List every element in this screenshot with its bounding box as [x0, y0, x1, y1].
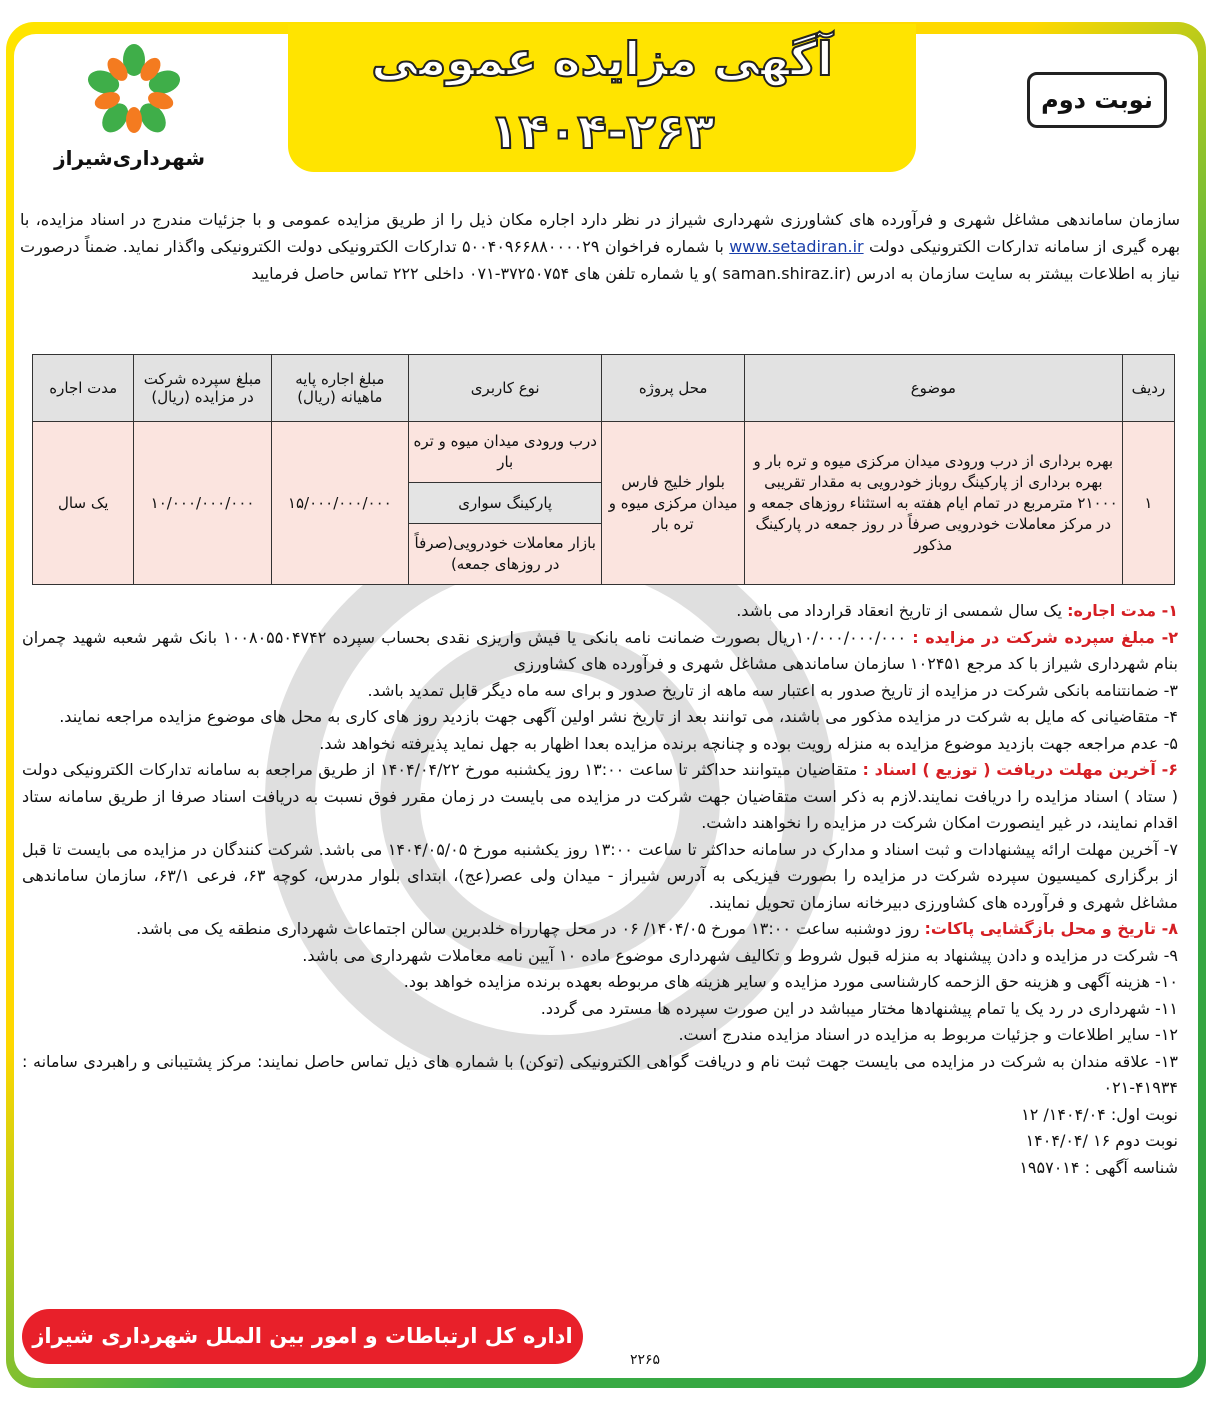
list-item: ۱۲- سایر اطلاعات و جزئیات مربوط به مزایده در اسناد مزایده مندرج است.	[678, 1025, 1178, 1044]
cell-usage-1: درب ورودی میدان میوه و تره بار	[408, 422, 602, 483]
first-turn-date: نوبت اول: ۱۴۰۴/۰۴/ ۱۲	[1021, 1104, 1178, 1124]
item-text: روز دوشنبه ساعت ۱۳:۰۰ مورخ ۱۴۰۴/۰۵/ ۰۶ در محل چهارراه خلدبرین سالن اجتماعات شهرداری منطقه یک می باشد.	[136, 919, 920, 938]
col-subject: موضوع	[744, 355, 1122, 422]
list-item	[22, 916, 1178, 943]
cell-usage-2: پارکینگ سواری	[408, 483, 602, 524]
list-item: ۳- ضمانتنامه بانکی شرکت در مزایده از تاریخ صدور به اعتبار سه ماهه از تاریخ صدور و برای سه ماه دیگر قابل تمدید باشد.	[367, 680, 1178, 700]
ad-id: شناسه آگهی : ۱۹۵۷۰۱۴	[1019, 1157, 1178, 1177]
list-item: ۱۳- علاقه مندان به شرکت در مزایده می بایست جهت ثبت نام و دریافت گواهی الکترونیکی (توکن) با شماره های ذیل تماس حاصل نمایند: مرکز پشتیبانی و راهبردی سامانه : ۴۱۹۳۴-۰۲۱	[22, 1051, 1178, 1097]
list-item: ۷- آخرین مهلت ارائه پیشنهادات و ثبت اسناد و مدارک در سامانه حداکثر تا ساعت ۱۳:۰۰ روز یکشنبه مورخ ۱۴۰۴/۰۵/۰۵ می باشد. شرکت کنندگان در مزایده می بایست تا قبل از برگزاری کمیسیون سپرده شرکت در مزایده را بصورت فیزیکی به آدرس شیراز - میدان ولی عصر(عج)، ابتدای بلوار مدرس، کوچه ۶۳، فرعی ۶۳/۱، سازمان ساماندهی مشاغل شهری و فرآورده های کشاورزی دبیرخانه سازمان تحویل نمایند.	[22, 839, 1179, 912]
auction-table	[32, 354, 1175, 585]
list-item: ۴- متقاضیانی که مایل به شرکت در مزایده مذکور می باشند، می توانند بعد از تاریخ نشر اولین آگهی جهت بازدید روز های کاری به محل های موضوع مزایده مراجعه نمایند.	[59, 707, 1178, 726]
item-text: یک سال شمسی از تاریخ انعقاد قرارداد می باشد.	[736, 601, 1063, 620]
item-text: متقاضیان میتوانند حداکثر تا ساعت ۱۳:۰۰ روز یکشنبه مورخ ۱۴۰۴/۰۴/۲۲ از طریق مراجعه به سامانه تدارکات الکترونیکی دولت ( ستاد ) اسناد مزایده را دریافت نمایند.لازم به ذکر است متقاضیان جهت شرکت در مزایده می بایست در زمان مقرر فوق نسبت به دریافت اسناد صرفا از طریق سامانه ستاد اقدام نمایند، در غیر اینصورت امکان شرکت در مزایده را نخواهند داشت.	[22, 760, 1178, 832]
list-item: ۱۰- هزینه آگهی و هزینه حق الزحمه کارشناسی مورد مزایده و سایر هزینه های مربوطه بعهده برنده مزایده خواهد بود.	[403, 972, 1178, 991]
list-item: ۵- عدم مراجعه جهت بازدید موضوع مزایده به منزله رویت بوده و چنانچه برنده مزایده بعدا اظهار به جهل نماید پذیرفته نخواهد شد.	[319, 733, 1178, 753]
list-item: ۹- شرکت در مزایده و دادن پیشنهاد به منزله قبول شروط و تکالیف شهرداری موضوع ماده ۱۰ آیین نامه معاملات شهرداری می باشد.	[302, 945, 1178, 965]
list-item	[22, 757, 1178, 837]
col-deposit: مبلغ سپرده شرکت در مزایده (ریال)	[134, 355, 271, 422]
cell-subject: بهره برداری از درب ورودی میدان مرکزی میوه و تره بار و بهره برداری از پارکینگ روباز خودرویی به مقدار تقریبی ۲۱۰۰۰ مترمربع در تمام ایام هفته به استثناء روزهای جمعه و در مرکز معاملات خودرویی صرفاً در روز جمعه در پارکینگ مذکور	[744, 422, 1122, 585]
second-turn-date: نوبت دوم ۱۶ /۱۴۰۴/۰۴	[1025, 1131, 1178, 1150]
footer-banner: اداره کل ارتباطات و امور بین الملل شهرداری شیراز	[22, 1309, 583, 1364]
logo-text: شهرداری‌شیراز	[54, 146, 205, 170]
item-label: ۶- آخرین مهلت دریافت ( توزیع ) اسناد :	[862, 760, 1178, 779]
turn-badge: نوبت دوم	[1027, 72, 1167, 128]
list-item	[22, 625, 1178, 678]
intro-text-2: با شماره فراخوان ۵۰۰۴۰۹۶۶۸۸۰۰۰۰۲۹ تدارکات الکترونیکی دولت الکترونیکی واگذار نماید. ضمناً درصورت نیاز به اطلاعات بیشتر به سایت سازمان به ادرس (saman.shiraz.ir )و یا شماره تلفن های ۳۷۲۵۰۷۵۴-۰۷۱ داخلی ۲۲۲ تماس حاصل فرمایید	[20, 237, 1180, 283]
title-banner	[288, 24, 916, 172]
auction-number: ۱۴۰۴-۲۶۳	[489, 104, 715, 160]
cell-location: بلوار خلیج فارس میدان مرکزی میوه و تره بار	[602, 422, 744, 585]
setadiran-link[interactable]: www.setadiran.ir	[729, 237, 864, 256]
table-row	[33, 422, 1175, 483]
page-title: آگهی مزایده عمومی	[371, 32, 833, 86]
col-row: ردیف	[1122, 355, 1174, 422]
intro-text-1: سازمان ساماندهی مشاغل شهری و فرآورده های کشاورزی شهرداری شیراز در نظر دارد اجاره مکان ذیل را از طریق مزایده عمومی و با جزئیات مندرج در اسناد مزایده، با بهره گیری از سامانه تدارکات الکترونیکی دولت	[20, 210, 1181, 256]
conditions-list	[22, 598, 1178, 1181]
item-label: ۱- مدت اجاره:	[1067, 601, 1178, 620]
col-duration: مدت اجاره	[33, 355, 134, 422]
col-usage: نوع کاربری	[408, 355, 602, 422]
item-label: ۸- تاریخ و محل بازگشایی پاکات:	[924, 919, 1178, 938]
list-item: ۱۱- شهرداری در رد یک یا تمام پیشنهادها مختار میباشد در این صورت سپرده ها مسترد می گردد.	[540, 998, 1178, 1018]
cell-row: ۱	[1122, 422, 1174, 585]
col-location: محل پروژه	[602, 355, 744, 422]
col-base-rent: مبلغ اجاره پایه ماهیانه (ریال)	[271, 355, 408, 422]
list-item	[22, 598, 1178, 625]
shiraz-municipality-logo-icon	[78, 42, 190, 142]
cell-usage-3: بازار معاملات خودرویی(صرفاً در روزهای جمعه)	[408, 524, 602, 585]
cell-base-rent: ۱۵/۰۰۰/۰۰۰/۰۰۰	[271, 422, 408, 585]
item-text: ۱۰/۰۰۰/۰۰۰/۰۰۰ریال بصورت ضمانت نامه بانکی یا فیش واریزی نقدی بحساب سپرده ۱۰۰۸۰۵۵۰۴۷۴۲ بانک شهر شعبه شهید چمران بنام شهرداری شیراز با کد مرجع ۱۰۲۴۵۱ سازمان ساماندهی مشاغل شهری و فرآورده های کشاورزی	[22, 627, 1178, 673]
item-label: ۲- مبلغ سپرده شرکت در مزایده :	[912, 627, 1179, 647]
cell-duration: یک سال	[33, 422, 134, 585]
cell-deposit: ۱۰/۰۰۰/۰۰۰/۰۰۰	[134, 422, 271, 585]
intro-paragraph	[20, 206, 1180, 287]
ad-code: ۲۲۶۵	[630, 1352, 661, 1368]
